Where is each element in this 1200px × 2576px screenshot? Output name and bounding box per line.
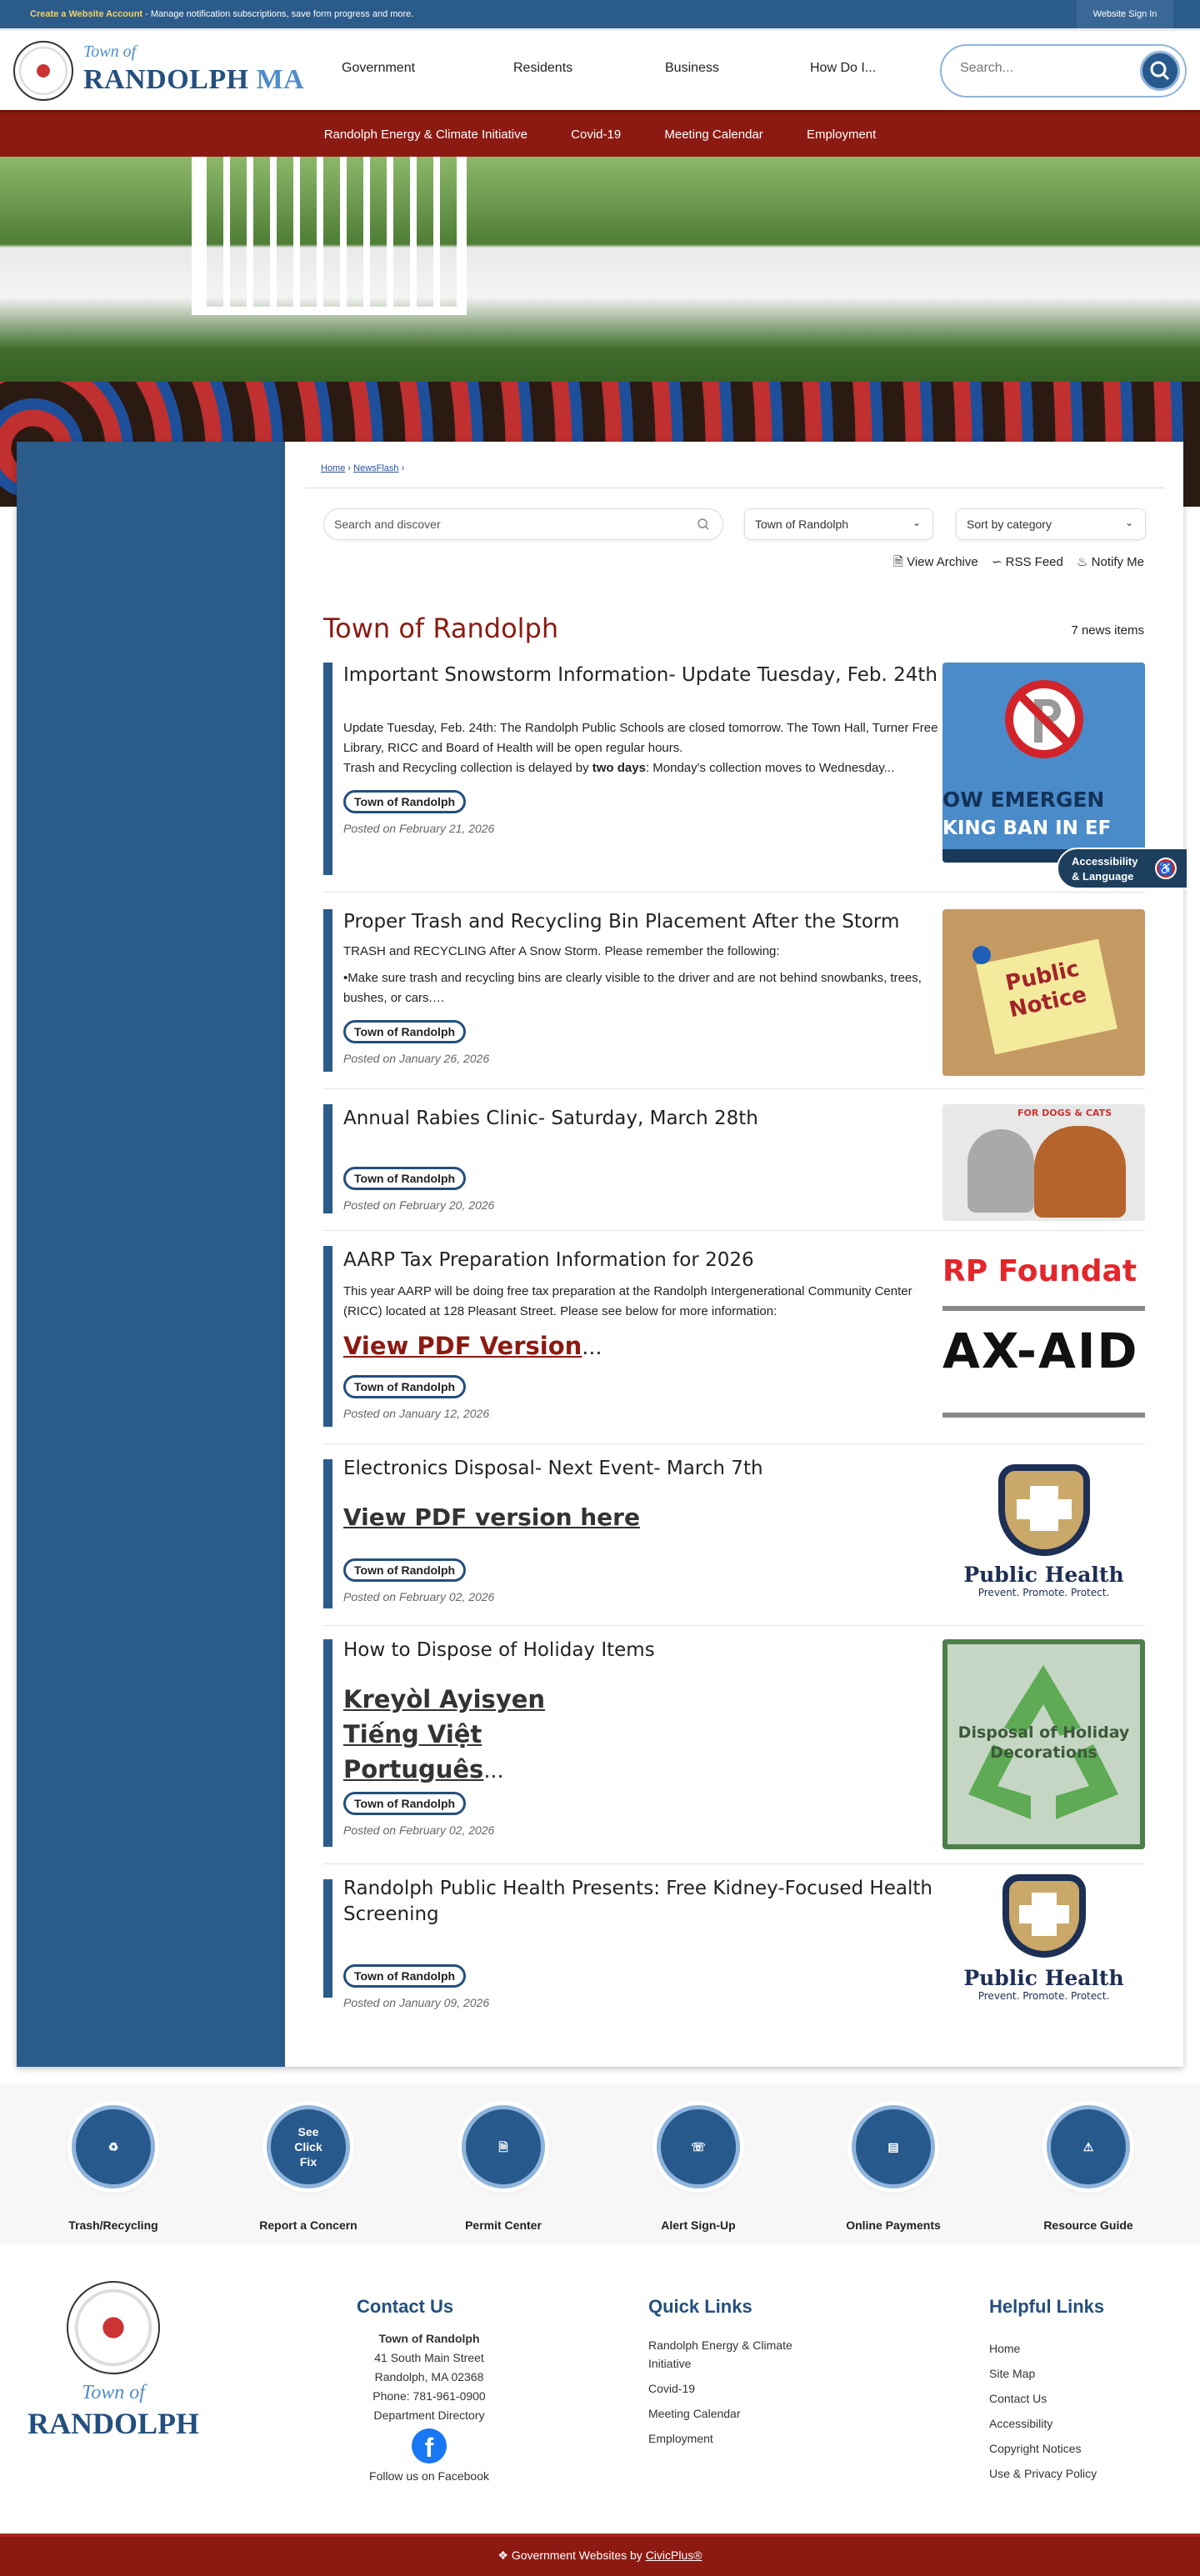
contact-city: Randolph, MA 02368: [374, 2370, 484, 2383]
quick-link-report-concern[interactable]: [225, 2105, 392, 2232]
accessibility-label: Accessibility: [1072, 855, 1138, 868]
language-link-kreyol[interactable]: Kreyòl Ayisyen: [343, 1685, 546, 1713]
nav-government[interactable]: Government: [342, 61, 416, 75]
language-label: & Language: [1072, 870, 1134, 883]
footer-quick-link[interactable]: Employment: [648, 2432, 713, 2445]
news-item-title[interactable]: AARP Tax Preparation Information for 2026: [343, 1249, 754, 1271]
site-search-input[interactable]: [960, 61, 1127, 76]
posted-date: Posted on January 12, 2026: [343, 1407, 490, 1420]
logo-name[interactable]: [83, 64, 304, 96]
summary-text: Update Tuesday, Feb. 24th: The Randolph Public Schools are closed tomorrow. The Town Hall, Turner Free Library, RICC and Board of Health will be open regular hours.: [343, 721, 938, 755]
site-header: [0, 28, 1200, 110]
search-button[interactable]: [1140, 51, 1180, 91]
news-search-input[interactable]: [323, 508, 723, 540]
footer-logo-name: RANDOLPH: [28, 2407, 199, 2440]
thumbnail-text: Public Health: [963, 1563, 1124, 1587]
top-utility-bar: [0, 0, 1200, 28]
thumbnail-text: Prevent. Promote. Protect.: [978, 1990, 1110, 2002]
item-accent-bar: [323, 1459, 332, 1608]
news-item: [323, 1231, 1145, 1444]
create-account-message: [30, 9, 413, 19]
item-accent-bar: [323, 1246, 332, 1427]
posted-date: Posted on February 02, 2026: [343, 1590, 495, 1603]
posted-date: Posted on February 02, 2026: [343, 1823, 495, 1837]
archive-icon: 🗎: [892, 555, 903, 569]
helpful-links-heading: Helpful Links: [989, 2296, 1105, 2317]
item-accent-bar: [323, 909, 332, 1072]
news-item: [323, 893, 1145, 1089]
news-thumbnail[interactable]: [942, 663, 1145, 863]
sort-select[interactable]: [956, 508, 1146, 540]
news-list-title: Town of Randolph: [323, 613, 559, 644]
news-item-summary: [343, 718, 943, 778]
ellipsis: ...: [483, 1757, 504, 1783]
bell-icon: ♨: [1077, 555, 1088, 569]
civicplus-text: Government Websites by: [511, 2548, 646, 2562]
quick-link-label: Trash/Recycling: [68, 2218, 158, 2232]
see-click-fix-icon: [267, 2105, 350, 2188]
document-icon: 🗎: [462, 2105, 545, 2188]
town-seal-logo[interactable]: [13, 41, 73, 101]
search-icon: [696, 517, 711, 532]
news-item-summary: •Make sure trash and recycling bins are clearly visible to the driver and are not behind snowbanks, trees, bushes, or cars.…: [343, 971, 922, 1005]
quick-links-heading: Quick Links: [648, 2296, 752, 2317]
rss-label: RSS Feed: [1005, 555, 1063, 569]
breadcrumb-newsflash[interactable]: NewsFlash: [353, 463, 399, 473]
category-tag[interactable]: Town of Randolph: [343, 1792, 466, 1815]
subnav-meeting-calendar[interactable]: Meeting Calendar: [664, 128, 763, 142]
thumbnail-text: OW EMERGEN: [942, 788, 1105, 812]
content-card: [17, 442, 1183, 2067]
thumbnail-text: Disposal of Holiday Decorations: [958, 1723, 1130, 1762]
footer-quick-link[interactable]: Covid-19: [648, 2382, 696, 2395]
quick-link-trash[interactable]: [30, 2105, 197, 2232]
chevron-down-icon: ⌄: [912, 517, 921, 528]
contact-us-heading: Contact Us: [357, 2296, 454, 2317]
civicplus-icon: ❖: [498, 2548, 508, 2562]
news-search-placeholder: Search and discover: [334, 518, 441, 531]
logo-randolph: RANDOLPH: [83, 64, 249, 95]
search-icon: [1142, 53, 1178, 88]
thumbnail-text: RP Foundat: [942, 1254, 1138, 1288]
subnav-employment[interactable]: Employment: [806, 128, 877, 142]
news-item-title[interactable]: Important Snowstorm Information- Update Tuesday, Feb. 24th: [343, 664, 938, 686]
news-thumbnail[interactable]: [942, 909, 1145, 1076]
nav-how-do-i[interactable]: How Do I...: [810, 61, 877, 75]
view-archive-button[interactable]: [893, 555, 978, 569]
news-item-summary: This year AARP will be doing free tax preparation at the Randolph Intergenerational Community Center (RICC) located at 128 Pleasant Street. Please see below for more information:: [343, 1284, 912, 1318]
sort-value: Sort by category: [967, 518, 1052, 531]
cat-image: [968, 1129, 1034, 1213]
news-main: [285, 442, 1183, 2067]
footer-logo-town-of: Town of: [82, 2382, 145, 2403]
chevron-down-icon: ⌄: [1124, 517, 1133, 528]
left-sidebar: [17, 442, 285, 2067]
summary-text: : Monday's collection moves to Wednesday...: [645, 761, 895, 775]
quick-link-label: Permit Center: [465, 2218, 542, 2232]
notify-me-button[interactable]: [1077, 555, 1144, 569]
trash-recycle-icon: ♻: [72, 2105, 155, 2188]
view-pdf-link[interactable]: View PDF Version: [343, 1332, 582, 1360]
news-thumbnail[interactable]: [942, 1104, 1145, 1221]
footer-quick-link[interactable]: Randolph Energy & Climate Initiative: [648, 2338, 792, 2370]
summary-bold: two days: [592, 761, 646, 775]
category-tag[interactable]: Town of Randolph: [343, 1964, 466, 1988]
quick-link-resource-guide[interactable]: [1005, 2105, 1172, 2232]
category-tag[interactable]: Town of Randolph: [343, 1020, 466, 1043]
footer-helpful-link[interactable]: Copyright Notices: [989, 2442, 1082, 2455]
civicplus-link[interactable]: CivicPlus®: [645, 2548, 702, 2562]
news-item-title[interactable]: How to Dispose of Holiday Items: [343, 1639, 655, 1661]
posted-date: Posted on January 26, 2026: [343, 1052, 490, 1065]
quick-link-permit-center[interactable]: [420, 2105, 587, 2232]
breadcrumb-sep: ›: [401, 463, 405, 473]
quick-link-label: Online Payments: [846, 2218, 941, 2232]
footer-helpful-link[interactable]: Contact Us: [989, 2392, 1048, 2405]
rss-feed-button[interactable]: [992, 555, 1063, 569]
category-tag[interactable]: Town of Randolph: [343, 790, 466, 813]
no-parking-icon: [1002, 678, 1086, 761]
contact-phone: Phone: 781-961-0900: [372, 2389, 486, 2403]
website-sign-in-button[interactable]: Website Sign In: [1077, 0, 1173, 28]
phone-alert-icon: ☏: [657, 2105, 740, 2188]
credit-card-icon: ▤: [852, 2105, 935, 2188]
news-item-title[interactable]: Proper Trash and Recycling Bin Placement After the Storm: [343, 911, 900, 933]
create-account-link[interactable]: Create a Website Account: [30, 9, 143, 19]
news-item-title[interactable]: Electronics Disposal- Next Event- March 7th: [343, 1458, 763, 1479]
breadcrumb: [321, 463, 404, 473]
dog-image: [1034, 1126, 1126, 1218]
nav-business[interactable]: Business: [665, 61, 719, 75]
news-thumbnail[interactable]: [942, 1251, 1145, 1426]
create-account-desc: - Manage notification subscriptions, save form progress and more.: [142, 9, 414, 19]
language-link-vietnamese[interactable]: Tiếng Việt: [343, 1720, 482, 1748]
siren-icon: ⚠: [1047, 2105, 1130, 2188]
thumbnail-text: AX-AID: [942, 1323, 1139, 1379]
facebook-link[interactable]: Follow us on Facebook: [369, 2469, 489, 2483]
category-tag[interactable]: Town of Randolph: [343, 1558, 466, 1582]
accessibility-icon: ♿: [1155, 858, 1177, 879]
footer-helpful-link[interactable]: Home: [989, 2342, 1021, 2355]
news-item: [323, 1864, 1145, 2023]
thumbnail-text: KING BAN IN EF: [942, 818, 1112, 839]
news-thumbnail[interactable]: [942, 1874, 1145, 2024]
summary-text: Trash and Recycling collection is delayed by: [343, 761, 592, 775]
news-item: [323, 1626, 1145, 1864]
language-link-portuguese[interactable]: Português: [343, 1755, 484, 1783]
notify-label: Notify Me: [1091, 555, 1144, 569]
footer-helpful-link[interactable]: Site Map: [989, 2367, 1036, 2380]
news-thumbnail[interactable]: [942, 1456, 1145, 1614]
footer-helpful-link[interactable]: Accessibility: [989, 2417, 1053, 2430]
subnav-energy[interactable]: Randolph Energy & Climate Initiative: [323, 128, 528, 142]
news-thumbnail[interactable]: [942, 1639, 1145, 1849]
quick-link-alert-signup[interactable]: [615, 2105, 782, 2232]
public-health-shield-icon: [998, 1464, 1090, 1556]
department-directory-link[interactable]: Department Directory: [373, 2408, 485, 2422]
logo-town-of[interactable]: Town of: [83, 43, 137, 61]
item-accent-bar: [323, 1104, 332, 1213]
subnav-covid[interactable]: Covid-19: [571, 128, 622, 142]
news-item: [323, 1089, 1145, 1231]
category-tag[interactable]: Town of Randolph: [343, 1375, 466, 1398]
contact-name: Town of Randolph: [378, 2332, 480, 2345]
quick-link-online-payments[interactable]: [810, 2105, 977, 2232]
news-count: 7 news items: [1071, 623, 1144, 638]
ellipsis: ...: [582, 1333, 602, 1360]
quick-link-label: Report a Concern: [259, 2218, 358, 2232]
category-tag[interactable]: Town of Randolph: [343, 1167, 466, 1190]
news-item: [323, 663, 1145, 893]
breadcrumb-sep: ›: [348, 463, 352, 473]
breadcrumb-home[interactable]: Home: [321, 463, 346, 473]
footer-quick-link[interactable]: Meeting Calendar: [648, 2407, 741, 2420]
civicplus-bar: [0, 2533, 1200, 2576]
news-item-title[interactable]: Randolph Public Health Presents: Free Kidney-Focused Health Screening: [343, 1878, 932, 1925]
thumbnail-text: Prevent. Promote. Protect.: [978, 1587, 1110, 1598]
quick-link-label: Alert Sign-Up: [661, 2218, 736, 2232]
posted-date: Posted on February 20, 2026: [343, 1198, 495, 1212]
view-archive-label: View Archive: [907, 555, 978, 569]
footer-helpful-link[interactable]: Use & Privacy Policy: [989, 2467, 1098, 2480]
quick-links-bar: [0, 2083, 1200, 2244]
site-footer: [0, 2244, 1200, 2533]
footer-town-seal[interactable]: [67, 2281, 160, 2374]
public-health-shield-icon: [1002, 1874, 1086, 1958]
site-search: [940, 44, 1187, 98]
thumbnail-text: Public Health: [963, 1966, 1124, 1990]
item-accent-bar: [323, 663, 332, 875]
view-pdf-link[interactable]: View PDF version here: [343, 1503, 640, 1531]
thumbnail-text: Public Notice: [976, 939, 1118, 1055]
news-item-title[interactable]: Annual Rabies Clinic- Saturday, March 28th: [343, 1108, 758, 1129]
item-accent-bar: [323, 1879, 332, 1998]
nav-residents[interactable]: Residents: [513, 61, 573, 75]
secondary-nav: [0, 110, 1200, 157]
logo-state: MA: [256, 64, 305, 95]
posted-date: Posted on January 09, 2026: [343, 1996, 490, 2009]
accessibility-language-button[interactable]: [1057, 848, 1188, 889]
pushpin-icon: [972, 946, 991, 964]
news-item-summary: TRASH and RECYCLING After A Snow Storm. Please remember the following:: [343, 944, 780, 958]
category-value: Town of Randolph: [755, 518, 849, 531]
quick-link-label: Resource Guide: [1043, 2218, 1133, 2232]
news-item: [323, 1444, 1145, 1626]
news-actions: [883, 553, 1144, 574]
contact-street: 41 South Main Street: [374, 2351, 484, 2364]
gazebo-shape: [192, 157, 467, 315]
facebook-icon[interactable]: f: [412, 2428, 447, 2463]
thumbnail-text: FOR DOGS & CATS: [1018, 1108, 1112, 1118]
posted-date: Posted on February 21, 2026: [343, 822, 495, 835]
see-click-fix-text: See Click Fix: [294, 2125, 322, 2168]
item-accent-bar: [323, 1639, 332, 1847]
rss-icon: ∽: [991, 555, 1002, 569]
category-select[interactable]: [744, 508, 933, 540]
